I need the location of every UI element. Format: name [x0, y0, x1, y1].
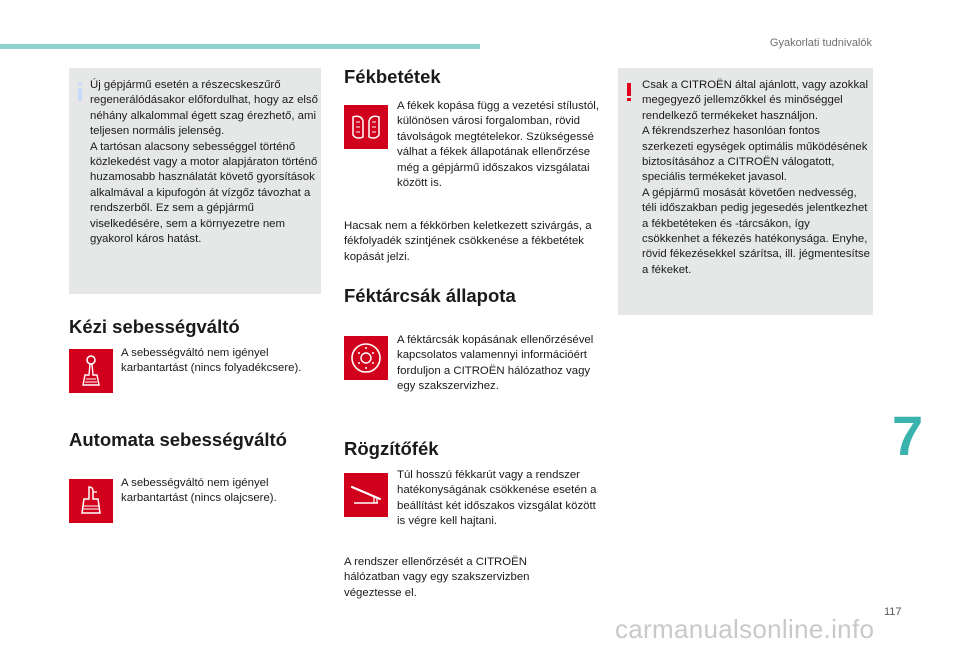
manual-gearbox-text: A sebességváltó nem igényel karbantartást (nincs folyadékcsere). [121, 347, 302, 375]
gear-lever-icon [69, 349, 113, 393]
brake-pads-heading: Fékbetétek [344, 66, 441, 87]
page-number: 117 [884, 606, 902, 618]
automatic-gearbox-text: A sebességváltó nem igényel karbantartást (nincs olajcsere). [121, 477, 277, 505]
watermark: carmanualsonline.info [615, 614, 875, 644]
automatic-selector-icon [69, 479, 113, 523]
parking-brake-heading: Rögzítőfék [344, 438, 439, 459]
info-note-text: Új gépjármű esetén a részecskeszűrő regenerálódásakor előfordulhat, hogy az első néhány alkalommal égett szag érezhető, ami teljesen normális jelenség. A tartósan alacsony sebességgel történő közlekedést vagy a motor alapjáraton történő huzamosabb használatát követő gyorsítások alkalmával a kipufogón át vízgőz távozhat a rendszerből. Ez sem a gépjármű viselkedésére, sem a környezetre nem gyakorol káros hatást. [90, 79, 318, 246]
info-icon [78, 83, 82, 101]
brake-discs-text: A féktárcsák kopásának ellenőrzésével kapcsolatos valamennyi információért forduljon a CITROËN hálózathoz vagy egy szakszervizhez. [397, 334, 594, 393]
header-accent-bar [0, 44, 480, 49]
brake-discs-heading: Féktárcsák állapota [344, 285, 516, 306]
warning-note-text: Csak a CITROËN által ajánlott, vagy azokkal megegyező jellemzőkkel és minőséggel rendelkező termékeket használjon. A fékrendszerhez hasonlóan fontos szerkezeti egységek optimális működésének biztosításához a CITROËN válogatott, speciális termékeket javasol. A gépjármű mosását követően nedvesség, téli időszakban pedig jegesedés jelentkezhet a fékbetéteken és -tárcsákon, így csökkenhet a fékezés hatékonysága. Enyhe, rövid fékezésekkel szárítsa, ill. jégmentesítse a fékeket. [642, 79, 870, 276]
chapter-number: 7 [892, 404, 924, 467]
parking-brake-icon [344, 473, 388, 517]
parking-brake-text: Túl hosszú fékkarút vagy a rendszer hatékonyságának csökkenése esetén a beállítást két időszakos vizsgálat között is végre kell hajtani. [397, 469, 597, 528]
parking-brake-text-2: A rendszer ellenőrzését a CITROËN hálózatban vagy egy szakszervizben végeztesse el. [344, 556, 530, 599]
brake-pads-icon [344, 105, 388, 149]
automatic-gearbox-heading: Automata sebességváltó [69, 429, 287, 450]
warning-icon [626, 83, 632, 101]
brake-pads-text-2: Hacsak nem a fékkörben keletkezett szivárgás, a fékfolyadék szintjének csökkenése a fékbetétek kopását jelzi. [344, 220, 592, 263]
brake-disc-icon [344, 336, 388, 380]
section-title: Gyakorlati tudnivalók [769, 37, 872, 49]
manual-gearbox-heading: Kézi sebességváltó [69, 316, 240, 337]
brake-pads-text: A fékek kopása függ a vezetési stílustól, különösen városi forgalomban, rövid távolságok megtételekor. Szükségessé válhat a fékek állapotának ellenőrzése még a gépjármű időszakos vizsgálatai között is. [397, 100, 599, 190]
